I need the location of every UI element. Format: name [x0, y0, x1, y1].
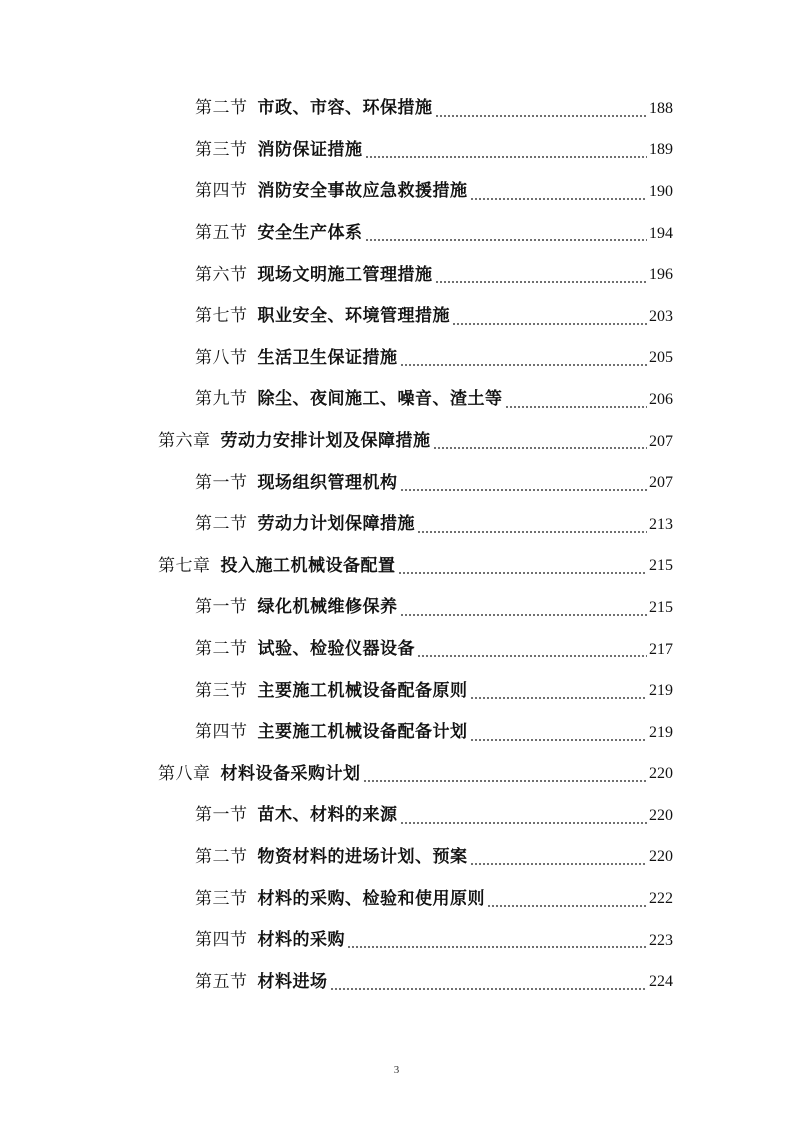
toc-entry-label: 第九节: [195, 389, 248, 410]
toc-entry-title: 现场组织管理机构: [257, 472, 398, 493]
toc-entry-page: 222: [649, 890, 673, 908]
toc-dot-leader: [363, 780, 648, 782]
toc-dot-leader: [470, 198, 648, 200]
toc-entry-title: 消防安全事故应急救援措施: [257, 181, 468, 202]
toc-section-entry[interactable]: [0, 379, 793, 421]
toc-dot-leader: [435, 281, 648, 283]
toc-entry-label: 第八节: [195, 347, 248, 368]
toc-entry-page: 207: [649, 432, 673, 450]
toc-entry-title: 除尘、夜间施工、噪音、渣土等: [257, 389, 503, 410]
toc-entry-page: 205: [649, 349, 673, 367]
toc-entry-page: 190: [649, 182, 673, 200]
toc-section-entry[interactable]: [0, 171, 793, 213]
toc-entry-label: 第一节: [195, 805, 248, 826]
toc-entry-page: 219: [649, 682, 673, 700]
toc-entry-label: 第一节: [195, 472, 248, 493]
toc-entry-title: 劳动力安排计划及保障措施: [220, 431, 431, 452]
toc-entry-title: 投入施工机械设备配置: [220, 555, 396, 576]
toc-entry-title: 安全生产体系: [257, 223, 363, 244]
toc-entry-page: 217: [649, 640, 673, 658]
toc-chapter-entry[interactable]: [0, 421, 793, 463]
toc-entry-label: 第七章: [158, 555, 211, 576]
toc-chapter-entry[interactable]: [0, 754, 793, 796]
toc-section-entry[interactable]: [0, 88, 793, 130]
toc-chapter-entry[interactable]: [0, 546, 793, 588]
toc-dot-leader: [417, 531, 647, 533]
toc-dot-leader: [400, 364, 648, 366]
toc-entry-title: 市政、市容、环保措施: [257, 98, 433, 119]
toc-entry-page: 223: [649, 931, 673, 949]
toc-entry-label: 第三节: [195, 888, 248, 909]
toc-entry-label: 第五节: [195, 223, 248, 244]
toc-entry-label: 第八章: [158, 763, 211, 784]
toc-section-entry[interactable]: [0, 712, 793, 754]
toc-entry-page: 194: [649, 224, 673, 242]
toc-entry-label: 第三节: [195, 680, 248, 701]
toc-section-entry[interactable]: [0, 670, 793, 712]
toc-entry-title: 主要施工机械设备配备原则: [257, 680, 468, 701]
toc-entry-page: 207: [649, 474, 673, 492]
toc-dot-leader: [435, 115, 648, 117]
toc-entry-title: 主要施工机械设备配备计划: [257, 722, 468, 743]
toc-entry-title: 生活卫生保证措施: [257, 347, 398, 368]
toc-entry-page: 224: [649, 973, 673, 991]
toc-entry-page: 220: [649, 848, 673, 866]
toc-section-entry[interactable]: [0, 462, 793, 504]
toc-entry-label: 第二节: [195, 639, 248, 660]
toc-entry-page: 196: [649, 266, 673, 284]
table-of-contents: [0, 88, 793, 1003]
toc-entry-title: 职业安全、环境管理措施: [257, 306, 450, 327]
toc-section-entry[interactable]: [0, 837, 793, 879]
toc-entry-page: 188: [649, 99, 673, 117]
toc-entry-title: 苗木、材料的来源: [257, 805, 398, 826]
toc-section-entry[interactable]: [0, 213, 793, 255]
toc-dot-leader: [433, 447, 648, 449]
toc-section-entry[interactable]: [0, 504, 793, 546]
toc-entry-label: 第二节: [195, 98, 248, 119]
toc-entry-label: 第六章: [158, 431, 211, 452]
toc-entry-title: 材料的采购、检验和使用原则: [257, 888, 485, 909]
toc-dot-leader: [365, 156, 648, 158]
toc-entry-label: 第一节: [195, 597, 248, 618]
page-number: 3: [393, 1064, 400, 1076]
toc-section-entry[interactable]: [0, 130, 793, 172]
toc-entry-page: 215: [649, 598, 673, 616]
toc-dot-leader: [365, 239, 648, 241]
toc-dot-leader: [470, 697, 648, 699]
toc-section-entry[interactable]: [0, 296, 793, 338]
toc-entry-title: 材料设备采购计划: [220, 763, 361, 784]
toc-section-entry[interactable]: [0, 629, 793, 671]
toc-entry-page: 220: [649, 765, 673, 783]
toc-entry-label: 第六节: [195, 264, 248, 285]
toc-entry-title: 物资材料的进场计划、预案: [257, 846, 468, 867]
toc-section-entry[interactable]: [0, 961, 793, 1003]
toc-entry-page: 215: [649, 557, 673, 575]
toc-entry-title: 绿化机械维修保养: [257, 597, 398, 618]
toc-entry-title: 现场文明施工管理措施: [257, 264, 433, 285]
toc-entry-title: 消防保证措施: [257, 139, 363, 160]
toc-dot-leader: [452, 323, 647, 325]
toc-dot-leader: [505, 406, 648, 408]
toc-entry-label: 第二节: [195, 514, 248, 535]
toc-entry-page: 213: [649, 515, 673, 533]
toc-entry-page: 206: [649, 390, 673, 408]
toc-entry-label: 第四节: [195, 181, 248, 202]
toc-section-entry[interactable]: [0, 795, 793, 837]
toc-entry-page: 189: [649, 141, 673, 159]
toc-entry-page: 219: [649, 723, 673, 741]
toc-entry-label: 第二节: [195, 846, 248, 867]
toc-dot-leader: [347, 946, 647, 948]
toc-entry-page: 220: [649, 806, 673, 824]
toc-dot-leader: [398, 572, 648, 574]
toc-dot-leader: [487, 905, 647, 907]
toc-section-entry[interactable]: [0, 878, 793, 920]
toc-entry-title: 材料的采购: [257, 930, 345, 951]
toc-dot-leader: [400, 489, 648, 491]
toc-section-entry[interactable]: [0, 254, 793, 296]
toc-dot-leader: [400, 822, 648, 824]
toc-entry-label: 第五节: [195, 971, 248, 992]
toc-entry-title: 劳动力计划保障措施: [257, 514, 415, 535]
toc-section-entry[interactable]: [0, 587, 793, 629]
toc-entry-label: 第四节: [195, 722, 248, 743]
toc-entry-label: 第七节: [195, 306, 248, 327]
toc-entry-title: 试验、检验仪器设备: [257, 639, 415, 660]
toc-section-entry[interactable]: [0, 920, 793, 962]
toc-dot-leader: [470, 863, 648, 865]
toc-dot-leader: [470, 739, 648, 741]
toc-dot-leader: [400, 614, 648, 616]
toc-entry-title: 材料进场: [257, 971, 328, 992]
toc-entry-label: 第四节: [195, 930, 248, 951]
toc-dot-leader: [330, 988, 648, 990]
toc-dot-leader: [417, 655, 647, 657]
toc-section-entry[interactable]: [0, 338, 793, 380]
toc-entry-page: 203: [649, 307, 673, 325]
toc-entry-label: 第三节: [195, 139, 248, 160]
